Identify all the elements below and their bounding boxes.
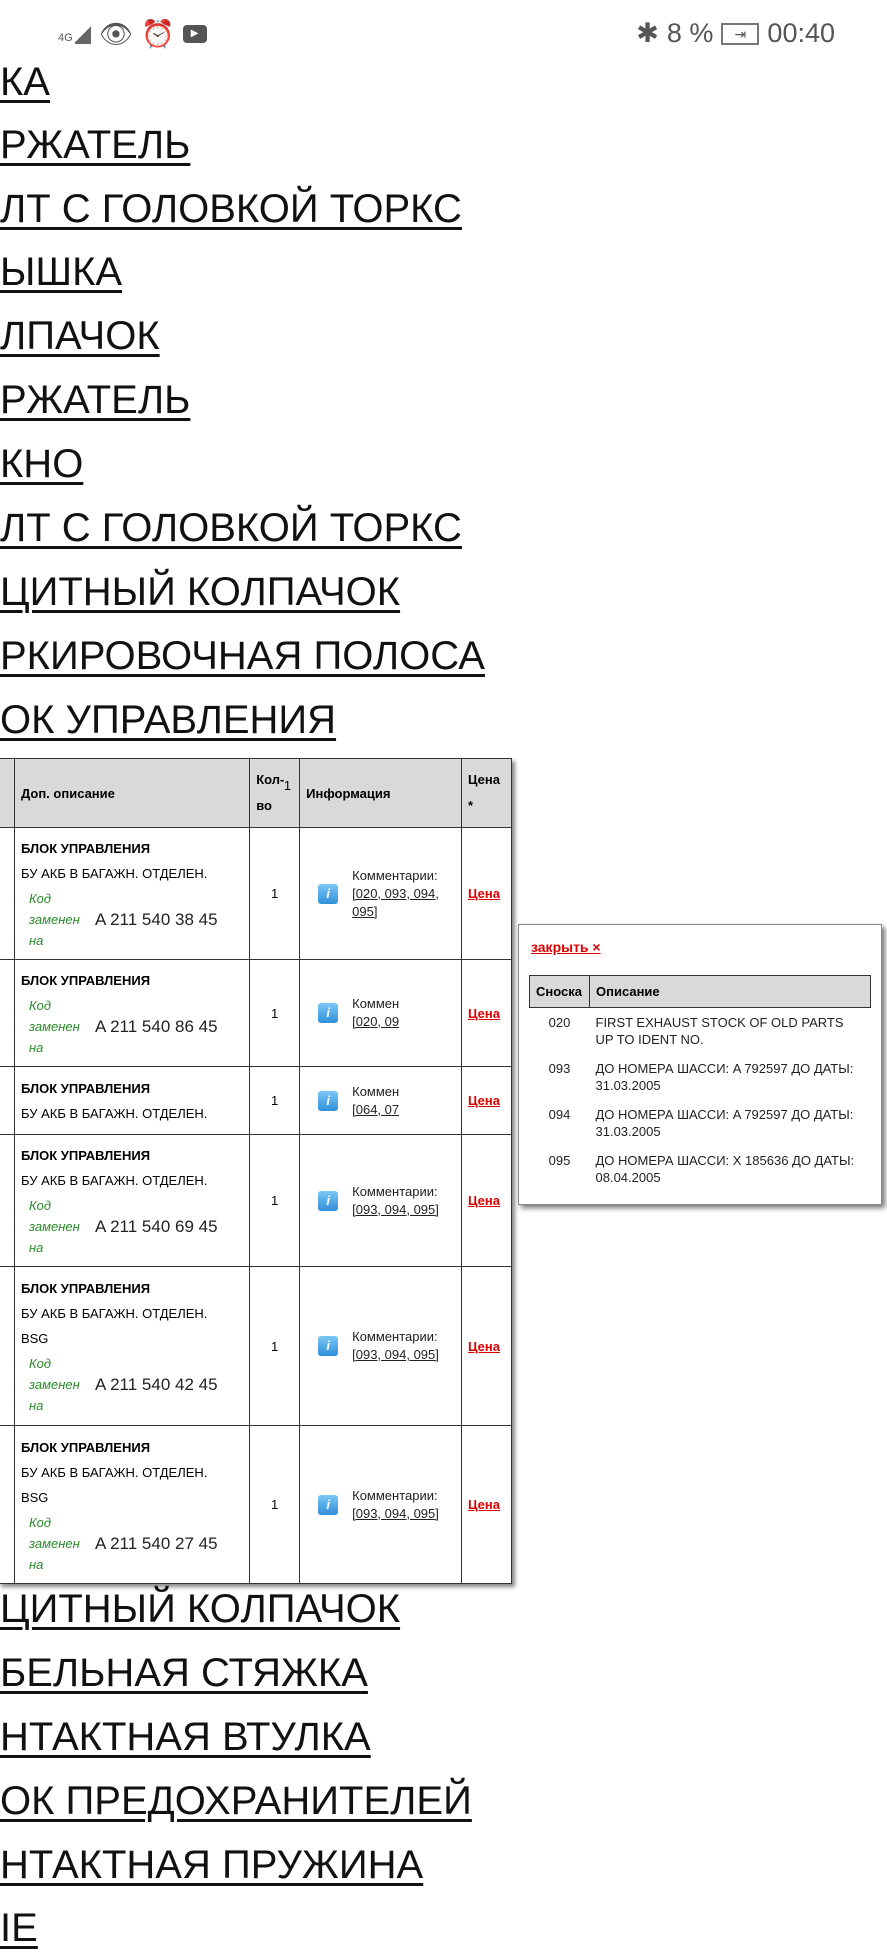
cell-info [300,828,462,960]
part-group-link[interactable]: ЛТ С ГОЛОВКОЙ ТОРКС [0,506,462,550]
part-group-link[interactable]: НТАКТНАЯ ВТУЛКА [0,1715,371,1759]
part-name: БЛОК УПРАВЛЕНИЯ [20,1080,151,1096]
cell-price [462,1267,512,1426]
cell-qty: 1 [250,1267,300,1426]
footnote-row [530,1054,871,1100]
comment-label: Комментарии: [352,1487,438,1503]
replaced-label: Код заменен на [28,998,80,1055]
cell-qty: 1 [250,1426,300,1584]
part-group-link[interactable]: ЛТ С ГОЛОВКОЙ ТОРКС [0,187,462,231]
part-note: БУ АКБ В БАГАЖН. ОТДЕЛЕН. [20,1105,208,1121]
info-icon[interactable]: i [318,1191,338,1211]
replacement-code: A 211 540 27 45 [94,1533,218,1553]
comment-label: Коммен [352,1083,400,1099]
part-group-link[interactable]: БЕЛЬНАЯ СТЯЖКА [0,1651,368,1695]
cell-info [300,1267,462,1426]
replacement-code: A 211 540 69 45 [94,1217,218,1236]
price-link[interactable]: Цена [468,1497,500,1512]
footnote-table [529,975,871,1192]
comment-label: Комментарии: [352,1329,438,1344]
footnote-row [530,1100,871,1146]
col-desc: Доп. описание [14,759,249,828]
cell-desc [14,1067,249,1135]
cell-desc [14,1267,249,1426]
cell-desc [14,960,249,1067]
price-link[interactable]: Цена [468,1005,500,1021]
cell-qty: 1 [250,1135,300,1267]
table-row [0,1267,512,1426]
cell-price [462,960,512,1067]
cell-info [300,960,462,1067]
comment-links[interactable]: [093, 094, 095] [352,1201,439,1217]
part-group-link[interactable]: ЫШКА [0,250,123,294]
footnote-desc: ДО НОМЕРА ШАССИ: A 792597 ДО ДАТЫ: 31.03.2005 [595,1061,854,1093]
col-description: Описание [590,976,871,1008]
part-group-link[interactable]: ЦИТНЫЙ КОЛПАЧОК [0,1587,401,1631]
part-group-link[interactable]: РЖАТЕЛЬ [0,378,191,422]
replacement [21,995,243,1058]
table-row [0,1426,512,1584]
part-group-link[interactable]: НТАКТНАЯ ПРУЖИНА [0,1843,424,1887]
replaced-label: Код заменен на [28,1198,80,1255]
col-info: Информация [300,759,462,828]
footnote-row [530,1008,871,1055]
part-group-link[interactable]: КНО [0,442,84,486]
cell-qty: 1 [250,960,300,1067]
table-row [0,1067,512,1135]
cell-qty: 1 [250,828,300,960]
cell-desc [14,1135,249,1267]
part-group-link[interactable]: ЛПАЧОК [0,314,160,358]
comment-links[interactable]: [020, 09 [352,1014,400,1029]
youtube-icon: ▶ [183,25,207,43]
status-bar [0,0,887,56]
clock: 00:40 [767,18,835,48]
price-link[interactable]: Цена [468,1193,500,1208]
comment-links[interactable]: [064, 07 [352,1101,400,1117]
replacement-code: A 211 540 38 45 [94,910,218,929]
info-icon[interactable]: i [318,1495,338,1515]
cell-price [462,828,512,960]
info-icon[interactable]: i [318,1003,338,1023]
col-qty: Кол-во 1 [250,759,300,828]
table-row [0,828,512,960]
eye-icon: 👁 [98,19,133,49]
battery-charging-icon: ⇥ [721,23,759,45]
part-name: БЛОК УПРАВЛЕНИЯ [20,1148,151,1163]
network-type: 4G [58,32,73,44]
part-note-2: BSG [20,1489,49,1505]
part-note-2: BSG [20,1331,49,1346]
part-note: БУ АКБ В БАГАЖН. ОТДЕЛЕН. [20,866,208,881]
signal-icon [58,24,91,44]
table-row [0,960,512,1067]
part-group-link[interactable]: ОК ПРЕДОХРАНИТЕЛЕЙ [0,1779,472,1823]
cell-blank [0,1426,14,1584]
comment-label: Комментарии: [352,1183,438,1199]
replaced-label: Код заменен на [28,891,80,948]
replacement [21,1195,243,1258]
bluetooth-icon: ✱ [636,18,659,48]
col-ref: Сноска [530,976,590,1008]
part-name: БЛОК УПРАВЛЕНИЯ [20,1439,151,1455]
comment-links[interactable]: [020, 093, 094, 095] [352,885,439,919]
footnote-ref: 095 [548,1153,571,1168]
comment-links[interactable]: [093, 094, 095] [352,1347,439,1362]
cell-desc [14,1426,249,1584]
cell-price [462,1067,512,1135]
cell-blank [0,1067,14,1135]
part-name: БЛОК УПРАВЛЕНИЯ [20,841,151,856]
info-icon[interactable]: i [318,1091,338,1111]
replacement [21,888,243,951]
cell-blank [0,828,14,960]
replaced-label: Код заменен на [28,1514,80,1572]
price-link[interactable]: Цена [468,1093,500,1108]
parts-table [0,758,512,1584]
part-group-link[interactable]: ІЕ [0,1906,38,1950]
cell-blank [0,1267,14,1426]
info-icon[interactable]: i [318,884,338,904]
footnote-desc: ДО НОМЕРА ШАССИ: A 792597 ДО ДАТЫ: 31.03.2005 [595,1107,854,1139]
part-name: БЛОК УПРАВЛЕНИЯ [20,973,151,988]
part-name: БЛОК УПРАВЛЕНИЯ [20,1281,151,1296]
price-link[interactable]: Цена [468,1338,500,1354]
comment-links[interactable]: [093, 094, 095] [352,1505,439,1521]
footnote-desc: FIRST EXHAUST STOCK OF OLD PARTS UP TO IDENT NO. [595,1015,844,1047]
price-link[interactable]: Цена [468,886,500,901]
battery-percent: 8 % [666,18,714,48]
cell-qty: 1 [250,1067,300,1135]
part-note: БУ АКБ В БАГАЖН. ОТДЕЛЕН. [20,1173,208,1188]
part-group-link[interactable]: ОК УПРАВЛЕНИЯ [0,698,337,742]
cell-price [462,1426,512,1584]
replacement-code: A 211 540 42 45 [94,1375,218,1394]
footnote-ref: 093 [548,1061,571,1076]
col-blank [0,759,14,828]
cell-desc [14,828,249,960]
part-group-link[interactable]: РЖАТЕЛЬ [0,123,191,167]
cell-info [300,1067,462,1135]
cell-price [462,1135,512,1267]
cell-blank [0,1135,14,1267]
col-price: Цена * [462,759,512,828]
alarm-icon: ⏰ [140,19,175,49]
footnote-ref: 020 [548,1015,571,1030]
part-group-link[interactable]: РКИРОВОЧНАЯ ПОЛОСА [0,634,485,678]
replacement [21,1353,243,1416]
footnote-desc: ДО НОМЕРА ШАССИ: X 185636 ДО ДАТЫ: 08.04.2005 [595,1153,855,1185]
replacement [21,1512,243,1575]
info-icon[interactable]: i [318,1336,338,1356]
cell-blank [0,960,14,1067]
footnote-row [530,1146,871,1192]
part-group-link[interactable]: ЦИТНЫЙ КОЛПАЧОК [0,570,401,614]
comment-label: Коммен [352,996,400,1011]
part-group-link[interactable]: КА [0,60,50,104]
footnote-ref: 094 [548,1107,571,1122]
cell-info [300,1135,462,1267]
part-note: БУ АКБ В БАГАЖН. ОТДЕЛЕН. [20,1464,208,1480]
footnote-popup [518,924,882,1205]
replaced-label: Код заменен на [28,1356,80,1413]
cell-info [300,1426,462,1584]
close-popup-link[interactable]: закрыть × [531,939,601,955]
comment-label: Комментарии: [352,867,438,883]
part-note: БУ АКБ В БАГАЖН. ОТДЕЛЕН. [20,1306,208,1321]
table-row [0,1135,512,1267]
replacement-code: A 211 540 86 45 [94,1017,218,1036]
